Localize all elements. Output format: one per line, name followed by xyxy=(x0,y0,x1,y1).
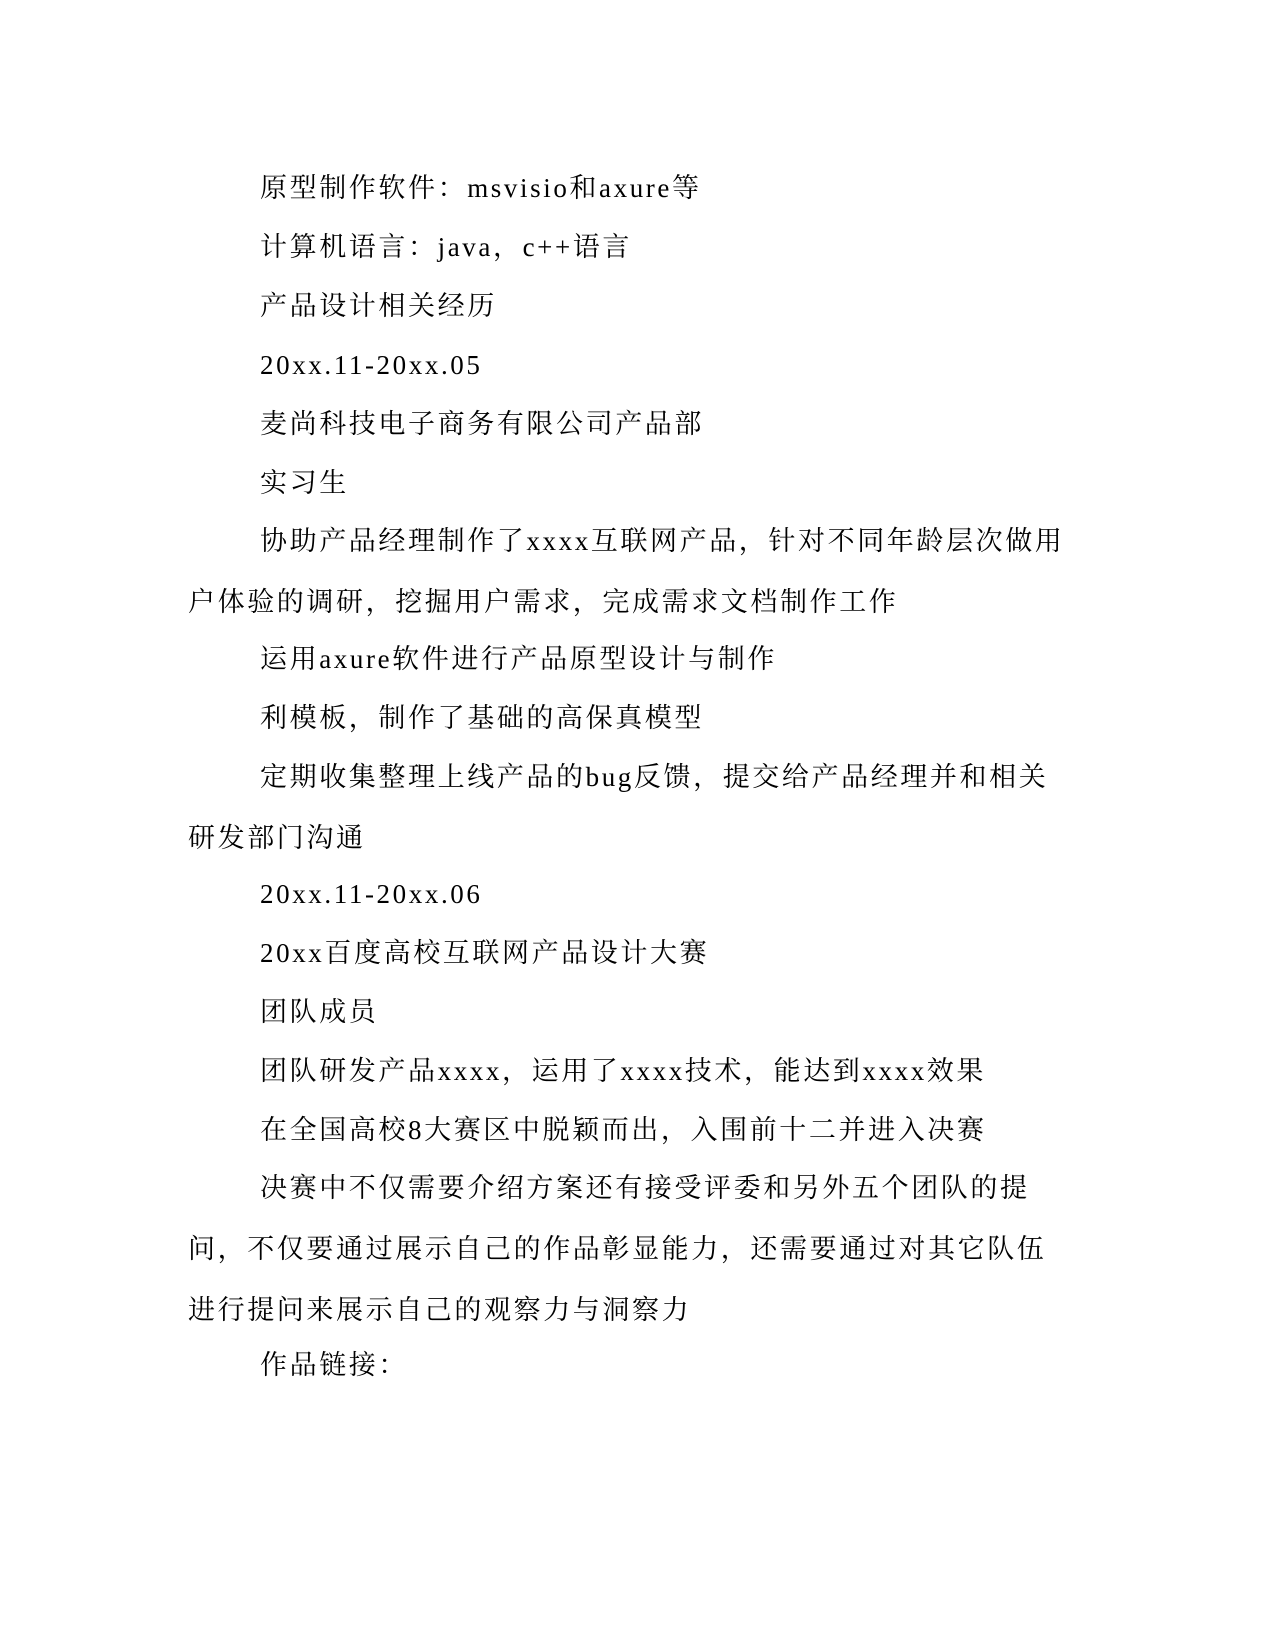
section-heading-experience: 产品设计相关经历 xyxy=(260,291,497,321)
paragraph-team-product: 团队研发产品xxxx，运用了xxxx技术，能达到xxxx效果 xyxy=(260,1056,986,1086)
paragraph-bug-feedback: 定期收集整理上线产品的bug反馈，提交给产品经理并和相关研发部门沟通 xyxy=(188,762,1049,853)
paragraph-hifi-model: 利模板，制作了基础的高保真模型 xyxy=(260,703,704,733)
date-range-contest: 20xx.11-20xx.06 xyxy=(260,879,483,909)
company-name: 麦尚科技电子商务有限公司产品部 xyxy=(260,409,704,439)
paragraph-programming-language: 计算机语言：java，c++语言 xyxy=(260,232,633,262)
paragraph-prototype-software: 原型制作软件：msvisio和axure等 xyxy=(260,173,702,203)
paragraph-work-link: 作品链接： xyxy=(260,1350,408,1380)
contest-role: 团队成员 xyxy=(260,997,379,1027)
paragraph-user-research: 协助产品经理制作了xxxx互联网产品，针对不同年龄层次做用户体验的调研，挖掘用户需求，完成需求文档制作工作 xyxy=(188,526,1065,617)
paragraph-final-round: 决赛中不仅需要介绍方案还有接受评委和另外五个团队的提问，不仅要通过展示自己的作品彰显能力，还需要通过对其它队伍进行提问来展示自己的观察力与洞察力 xyxy=(188,1173,1047,1325)
job-title: 实习生 xyxy=(260,468,349,498)
date-range-internship: 20xx.11-20xx.05 xyxy=(260,350,483,380)
paragraph-axure-prototype: 运用axure软件进行产品原型设计与制作 xyxy=(260,644,777,674)
contest-name: 20xx百度高校互联网产品设计大赛 xyxy=(260,938,710,968)
paragraph-finalist: 在全国高校8大赛区中脱颖而出，入围前十二并进入决赛 xyxy=(260,1115,987,1145)
